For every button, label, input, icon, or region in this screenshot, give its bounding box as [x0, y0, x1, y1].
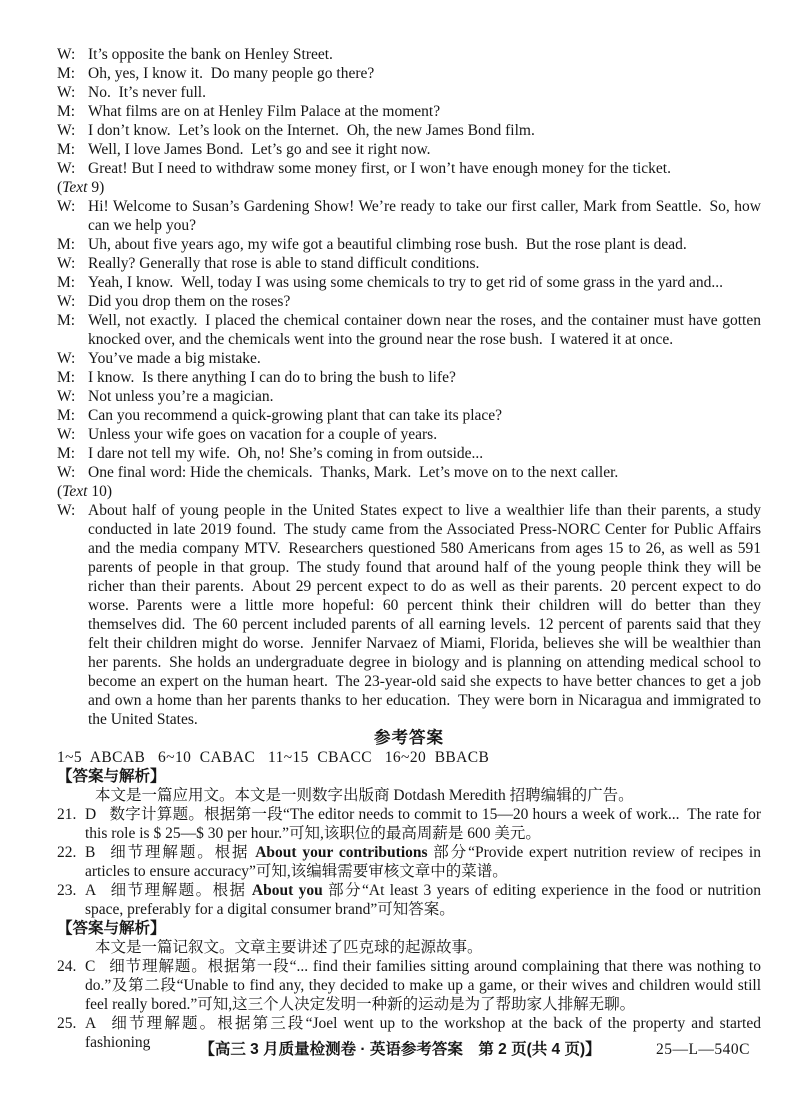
- analysis-heading-2: 【答案与解析】: [57, 920, 166, 937]
- speaker-label: M:: [57, 236, 76, 253]
- dialogue-text: One final word: Hide the chemicals. Thanks, Mark. Let’s move on to the next caller.: [88, 464, 619, 481]
- speaker-label: W:: [57, 255, 76, 272]
- dialogue-line: [57, 273, 761, 292]
- text-label-open: (: [57, 179, 63, 196]
- dialogue-text: Really? Generally that rose is able to stand difficult conditions.: [88, 255, 480, 272]
- dialogue-text: Oh, yes, I know it. Do many people go there?: [88, 65, 375, 82]
- speaker-label: M:: [57, 407, 76, 424]
- dialogue-text: Well, I love James Bond. Let’s go and see it right now.: [88, 141, 431, 158]
- answer-letter: D: [85, 806, 97, 823]
- explanation-text: 部分“At least 3 years of editing experience in the food or nutrition space, preferably for a digital consumer brand”可知答案。: [85, 882, 761, 918]
- dialogue-text: It’s opposite the bank on Henley Street.: [88, 46, 333, 63]
- answer-item: [57, 881, 761, 919]
- reference-answers-heading: 参考答案: [374, 729, 444, 747]
- speaker-label: W:: [57, 388, 76, 405]
- dialogue-text: Uh, about five years ago, my wife got a beautiful climbing rose bush. But the rose plant is dead.: [88, 236, 687, 253]
- dialogue-line: [57, 254, 761, 273]
- dialogue-line: [57, 64, 761, 83]
- dialogue-line: [57, 292, 761, 311]
- speaker-label: W:: [57, 426, 76, 443]
- speaker-label: W:: [57, 84, 76, 101]
- explanation-text: 细节理解题。根据第一段“... find their families sitting around complaining that there was nothing to do.”及第二段“Unable to find any, they decided to make up a game, or their wives and children would still feel really bored.”可知,这三个人决定发明一种新的运动是为了帮助家人排解无聊。: [85, 958, 761, 1013]
- speaker-label: M:: [57, 312, 76, 329]
- text10-label: [57, 482, 761, 501]
- speaker-label: M:: [57, 274, 76, 291]
- speaker-label: W:: [57, 464, 76, 481]
- dialogue-text: Hi! Welcome to Susan’s Gardening Show! We’re ready to take our first caller, Mark from Seattle. So, how can we help you?: [88, 198, 761, 234]
- dialogue-line: [57, 159, 761, 178]
- text-label-word: Text: [62, 483, 88, 500]
- dialogue-line: [57, 311, 761, 349]
- dialogue-line: [57, 235, 761, 254]
- dialogue-line: [57, 45, 761, 64]
- dialogue-line: [57, 406, 761, 425]
- question-number: 22.: [57, 844, 77, 861]
- dialogue-block-1: [57, 45, 761, 178]
- speaker-label: M:: [57, 141, 76, 158]
- dialogue-line: [57, 140, 761, 159]
- speaker-label: W:: [57, 350, 76, 367]
- dialogue-line: [57, 83, 761, 102]
- speaker-label: M:: [57, 369, 76, 386]
- answer-keys-line: 1~5 ABCAB 6~10 CABAC 11~15 CBACC 16~20 BBACB: [57, 749, 490, 766]
- dialogue-text: I know. Is there anything I can do to bring the bush to life?: [88, 369, 456, 386]
- quoted-source-bold: About you: [251, 882, 323, 899]
- answer-item: [57, 843, 761, 881]
- dialogue-text: Yeah, I know. Well, today I was using some chemicals to try to get rid of some grass in the yard and...: [88, 274, 723, 291]
- page-footer: [0, 1040, 800, 1059]
- dialogue-line: [57, 425, 761, 444]
- speaker-label: W:: [57, 502, 76, 519]
- answer-item: [57, 805, 761, 843]
- answer-items-2: [57, 957, 761, 1052]
- text-label-open: (: [57, 483, 63, 500]
- dialogue-text: Not unless you’re a magician.: [88, 388, 274, 405]
- page-content: [57, 45, 761, 1052]
- question-number: 25.: [57, 1015, 77, 1032]
- text-label-word: Text: [62, 179, 88, 196]
- dialogue-line: [57, 368, 761, 387]
- dialogue-line: [57, 102, 761, 121]
- dialogue-line: [57, 349, 761, 368]
- question-number: 24.: [57, 958, 77, 975]
- answer-letter: C: [85, 958, 96, 975]
- dialogue-line: [57, 463, 761, 482]
- dialogue-text: Unless your wife goes on vacation for a couple of years.: [88, 426, 438, 443]
- dialogue-line: [57, 444, 761, 463]
- dialogue-text: You’ve made a big mistake.: [88, 350, 261, 367]
- analysis-heading-1: 【答案与解析】: [57, 768, 166, 785]
- explanation-text: 部分“Provide expert nutrition review of recipes in articles to ensure accuracy”可知,该编辑需要审核文章中的菜谱。: [85, 844, 761, 880]
- speaker-label: M:: [57, 65, 76, 82]
- analysis-intro-1: 本文是一篇应用文。本文是一则数字出版商 Dotdash Meredith 招聘编辑的广告。: [95, 787, 634, 804]
- explanation-text: 细节理解题。根据第三段“Joel went up to the workshop at the back of the property and started fashioning: [85, 1015, 761, 1051]
- question-number: 21.: [57, 806, 77, 823]
- explanation-text: 细节理解题。根据: [108, 844, 256, 861]
- answer-letter: A: [85, 1015, 97, 1032]
- analysis-intro-2: 本文是一篇记叙文。文章主要讲述了匹克球的起源故事。: [95, 939, 483, 956]
- dialogue-text: What films are on at Henley Film Palace at the moment?: [88, 103, 441, 120]
- text-label-close: 9): [87, 179, 105, 196]
- answer-letter: A: [85, 882, 97, 899]
- dialogue-text: Great! But I need to withdraw some money first, or I won’t have enough money for the ticket.: [88, 160, 671, 177]
- speaker-label: M:: [57, 103, 76, 120]
- explanation-text: 数字计算题。根据第一段“The editor needs to commit to 15—20 hours a week of work... The rate for this role is $ 25—$ 30 per hour.”可知,该职位的最高周薪是 600 美元。: [85, 806, 761, 842]
- explanation-text: 细节理解题。根据: [109, 882, 252, 899]
- text9-label: [57, 178, 761, 197]
- speaker-label: W:: [57, 46, 76, 63]
- answer-letter: B: [85, 844, 96, 861]
- question-number: 23.: [57, 882, 77, 899]
- dialogue-text: I dare not tell my wife. Oh, no! She’s coming in from outside...: [88, 445, 484, 462]
- speaker-label: M:: [57, 445, 76, 462]
- dialogue-text: Can you recommend a quick-growing plant that can take its place?: [88, 407, 503, 424]
- speaker-label: W:: [57, 160, 76, 177]
- answer-item: [57, 957, 761, 1014]
- dialogue-line: [57, 387, 761, 406]
- text10-paragraph: [57, 501, 761, 729]
- dialogue-text: Well, not exactly. I placed the chemical container down near the roses, and the container must have gotten knocked over, and the chemicals went into the ground near the rose bush. I watered it at once.: [88, 312, 761, 348]
- dialogue-line: [57, 121, 761, 140]
- footer-title: 【高三 3 月质量检测卷 · 英语参考答案 第 2 页(共 4 页)】: [199, 1041, 601, 1058]
- dialogue-block-2: [57, 197, 761, 482]
- dialogue-line: [57, 197, 761, 235]
- speaker-label: W:: [57, 293, 76, 310]
- dialogue-text: Did you drop them on the roses?: [88, 293, 291, 310]
- monologue-text: About half of young people in the United States expect to live a wealthier life than their parents, a study conducted in late 2019 found. The study came from the Associated Press-NORC Center for Public Affairs and the media company MTV. Researchers questioned 580 Americans from ages 15 to 26, as well as 591 parents of people in that group. The study found that around half of the young people think they will be richer than their parents. About 29 percent expect to do as well as their parents. 20 percent expect to do worse. Parents were a little more hopeful: 60 percent think their children will do better than they themselves did. The 60 percent included parents of all earning levels. 12 percent of parents said that they felt their children might do worse. Jennifer Narvaez of Miami, Florida, believes she will be wealthier than her parents. She holds an undergraduate degree in biology and is planning on attending medical school to become an expert on the human heart. The 23-year-old said she expects to have better chances to get a job and own a home than her parents thanks to her education. They were born in Nicaragua and immigrated to the United States.: [88, 502, 761, 728]
- dialogue-text: No. It’s never full.: [88, 84, 206, 101]
- text-label-close: 10): [87, 483, 112, 500]
- footer-paper-code: 25—L—540C: [655, 1041, 750, 1058]
- speaker-label: W:: [57, 198, 76, 215]
- answer-items-1: [57, 805, 761, 919]
- quoted-source-bold: About your contributions: [255, 844, 428, 861]
- speaker-label: W:: [57, 122, 76, 139]
- dialogue-text: I don’t know. Let’s look on the Internet. Oh, the new James Bond film.: [88, 122, 535, 139]
